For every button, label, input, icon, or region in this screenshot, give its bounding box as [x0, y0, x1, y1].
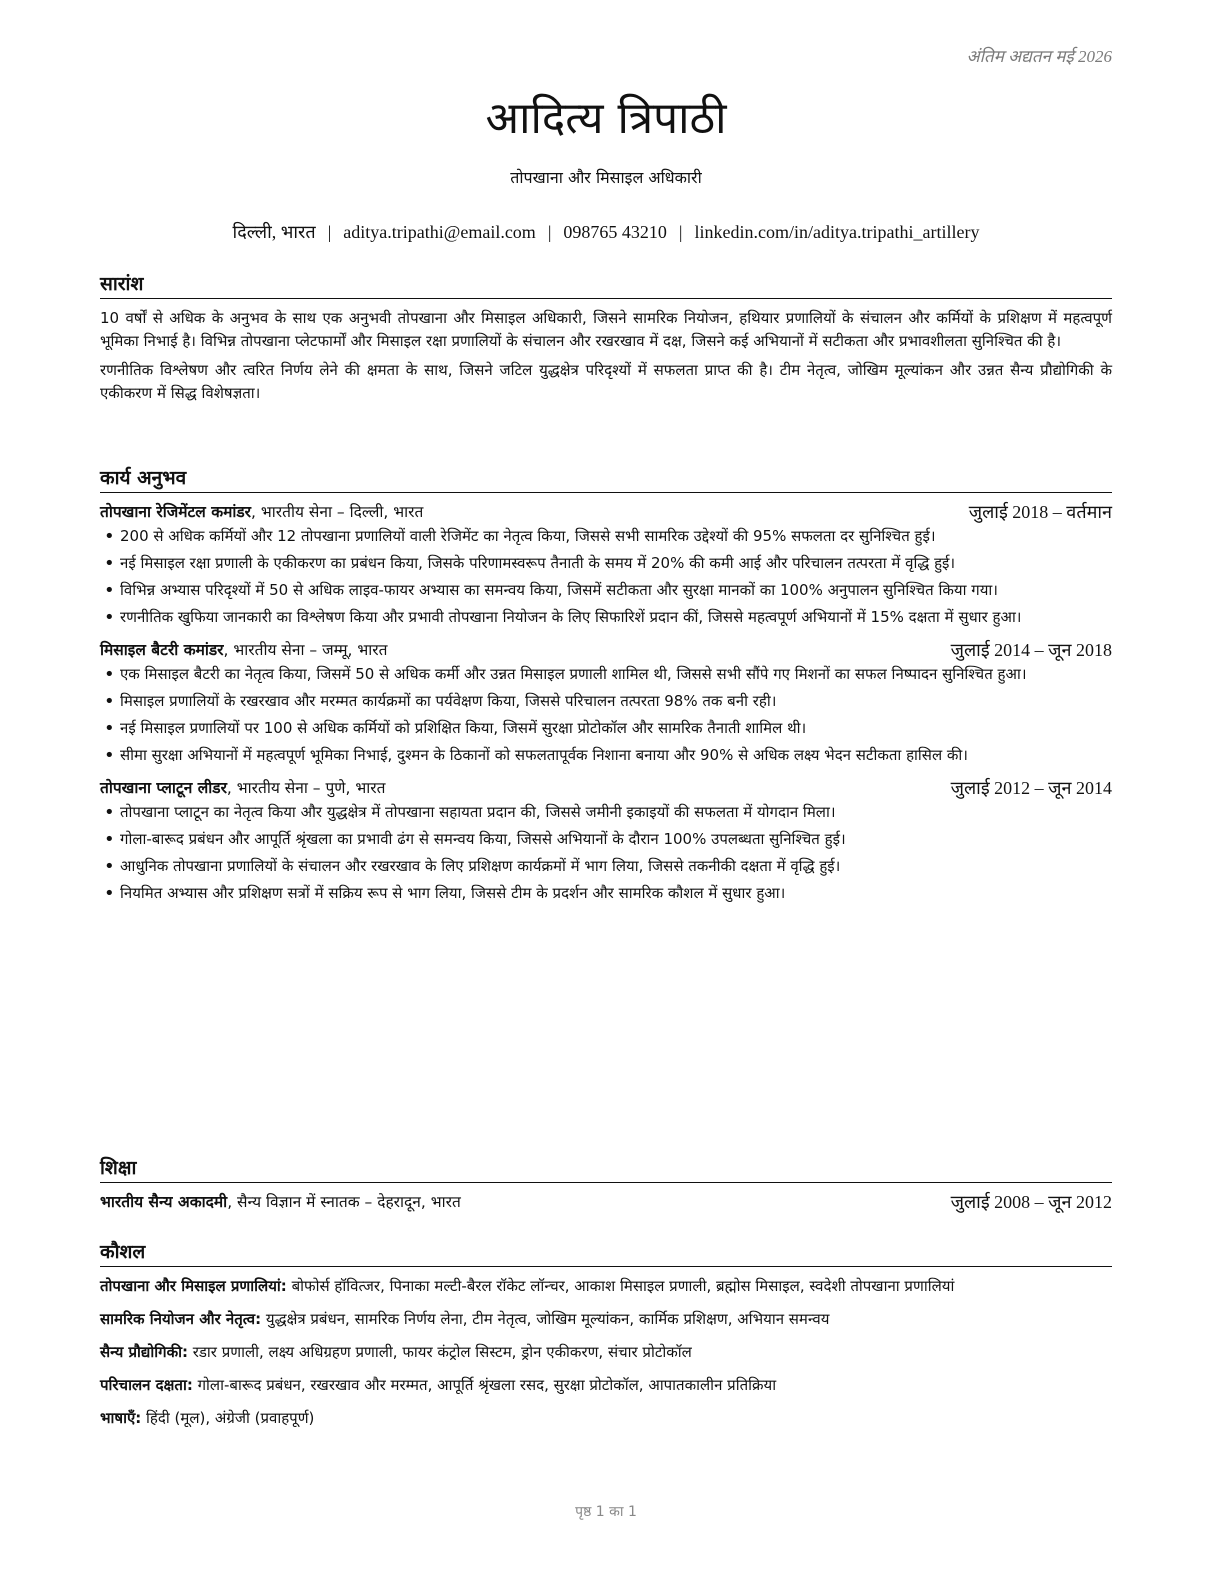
contact-location: दिल्ली, भारत	[232, 222, 316, 242]
contact-phone[interactable]: 098765 43210	[563, 222, 667, 242]
skill-row	[100, 1341, 1112, 1364]
skill-value: बोफोर्स हॉवित्जर, पिनाका मल्टी-बैरल रॉकेट लॉन्चर, आकाश मिसाइल प्रणाली, ब्रह्मोस मिसाइल, स्वदेशी तोपखाना प्रणालियां	[286, 1277, 955, 1295]
skill-value: हिंदी (मूल), अंग्रेजी (प्रवाहपूर्ण)	[141, 1409, 315, 1427]
skill-row	[100, 1407, 1112, 1430]
experience-section	[100, 464, 1112, 915]
summary-paragraph: रणनीतिक विश्लेषण और त्वरित निर्णय लेने की क्षमता के साथ, जिसने जटिल युद्धक्षेत्र परिदृश्यों में सफलता प्राप्त की है। टीम नेतृत्व, जोखिम मूल्यांकन और उन्नत सैन्य प्रौद्योगिकी के एकीकरण में सिद्ध विशेषज्ञता।	[100, 361, 1112, 402]
job-bullet: • एक मिसाइल बैटरी का नेतृत्व किया, जिसमें 50 से अधिक कर्मी और उन्नत मिसाइल प्रणाली शामिल थी, जिससे सभी सौंपे गए मिशनों का सफल निष्पादन सुनिश्चित हुआ।	[100, 663, 1112, 686]
job-bullet: • मिसाइल प्रणालियों के रखरखाव और मरम्मत कार्यक्रमों का पर्यवेक्षण किया, जिससे परिचालन तत्परता 98% तक बनी रही।	[100, 690, 1112, 713]
job-bullets	[100, 663, 1112, 767]
skill-value: युद्धक्षेत्र प्रबंधन, सामरिक निर्णय लेना, टीम नेतृत्व, जोखिम मूल्यांकन, कार्मिक प्रशिक्षण, अभियान समन्वय	[261, 1310, 830, 1328]
skill-value: रडार प्रणाली, लक्ष्य अधिग्रहण प्रणाली, फायर कंट्रोल सिस्टम, ड्रोन एकीकरण, संचार प्रोटोकॉल	[187, 1343, 692, 1361]
summary-paragraph: 10 वर्षों से अधिक के अनुभव के साथ एक अनुभवी तोपखाना और मिसाइल अधिकारी, जिसने सामरिक नियोजन, हथियार प्रणालियों के संचालन और कर्मियों के प्रशिक्षण में महत्वपूर्ण भूमिका निभाई है। विभिन्न तोपखाना प्लेटफार्मों और मिसाइल रक्षा प्रणालियों के संचालन और रखरखाव में दक्ष, जिसने कई अभियानों में सटीकता और प्रभावशीलता सुनिश्चित की है।	[100, 309, 1112, 350]
education-institution: भारतीय सैन्य अकादमी	[100, 1193, 228, 1211]
job-header	[100, 777, 1112, 799]
education-section	[100, 1154, 1112, 1215]
job-bullet: • नई मिसाइल प्रणालियों पर 100 से अधिक कर्मियों को प्रशिक्षित किया, जिसमें सुरक्षा प्रोटोकॉल और सामरिक तैनाती शामिल थी।	[100, 717, 1112, 740]
job-bullets	[100, 801, 1112, 905]
skill-value: गोला-बारूद प्रबंधन, रखरखाव और मरम्मत, आपूर्ति श्रृंखला रसद, सुरक्षा प्रोटोकॉल, आपातकालीन प्रतिक्रिया	[192, 1376, 777, 1394]
summary-heading: सारांश	[100, 270, 1112, 299]
job-bullet: • विभिन्न अभ्यास परिदृश्यों में 50 से अधिक लाइव-फायर अभ्यास का समन्वय किया, जिसमें सटीकता और सुरक्षा मानकों का 100% अनुपालन सुनिश्चित किया गया।	[100, 579, 1112, 602]
candidate-role: तोपखाना और मिसाइल अधिकारी	[510, 168, 702, 187]
job-header	[100, 501, 1112, 523]
job-org: , भारतीय सेना – दिल्ली, भारत	[251, 503, 424, 521]
candidate-name: आदित्य त्रिपाठी	[485, 93, 727, 144]
job-bullet: • रणनीतिक खुफिया जानकारी का विश्लेषण किया और प्रभावी तोपखाना नियोजन के लिए सिफारिशें प्रदान कीं, जिससे महत्वपूर्ण अभियानों में 15% दक्षता में सुधार हुआ।	[100, 606, 1112, 629]
skill-label: परिचालन दक्षता:	[100, 1376, 193, 1394]
job-header	[100, 639, 1112, 661]
resume-page	[100, 0, 1112, 1584]
job-bullet: • 200 से अधिक कर्मियों और 12 तोपखाना प्रणालियों वाली रेजिमेंट का नेतृत्व किया, जिससे सभी सामरिक उद्देश्यों की 95% सफलता दर सुनिश्चित हुई।	[100, 525, 1112, 548]
summary-section	[100, 270, 1112, 411]
job-bullet: • सीमा सुरक्षा अभियानों में महत्वपूर्ण भूमिका निभाई, दुश्मन के ठिकानों को सफलतापूर्वक निशाना बनाया और 90% से अधिक लक्ष्य भेदन सटीकता हासिल की।	[100, 744, 1112, 767]
education-heading: शिक्षा	[100, 1154, 1112, 1183]
contact-separator: |	[547, 222, 552, 242]
skill-label: भाषाएँ:	[100, 1409, 142, 1427]
skill-row	[100, 1275, 1112, 1298]
skills-heading: कौशल	[100, 1238, 1112, 1267]
skill-row	[100, 1308, 1112, 1331]
contact-separator: |	[327, 222, 332, 242]
job-bullet: • नियमित अभ्यास और प्रशिक्षण सत्रों में सक्रिय रूप से भाग लिया, जिससे टीम के प्रदर्शन और सामरिक कौशल में सुधार हुआ।	[100, 882, 1112, 905]
job-bullets	[100, 525, 1112, 629]
job-dates: जुलाई 2018 – वर्तमान	[968, 502, 1112, 522]
job-org: , भारतीय सेना – जम्मू, भारत	[223, 641, 388, 659]
job-bullet: • आधुनिक तोपखाना प्रणालियों के संचालन और रखरखाव के लिए प्रशिक्षण कार्यक्रमों में भाग लिया, जिससे तकनीकी दक्षता में वृद्धि हुई।	[100, 855, 1112, 878]
job-entry	[100, 639, 1112, 767]
skill-label: तोपखाना और मिसाइल प्रणालियां:	[100, 1277, 287, 1295]
job-bullet: • तोपखाना प्लाटून का नेतृत्व किया और युद्धक्षेत्र में तोपखाना सहायता प्रदान की, जिससे जमीनी इकाइयों की सफलता में योगदान मिला।	[100, 801, 1112, 824]
education-dates: जुलाई 2008 – जून 2012	[950, 1192, 1112, 1212]
skills-section	[100, 1238, 1112, 1440]
skill-row	[100, 1374, 1112, 1397]
job-entry	[100, 501, 1112, 629]
skill-label: सामरिक नियोजन और नेतृत्व:	[100, 1310, 262, 1328]
job-dates: जुलाई 2014 – जून 2018	[950, 640, 1112, 660]
job-bullet: • नई मिसाइल रक्षा प्रणाली के एकीकरण का प्रबंधन किया, जिसके परिणामस्वरूप तैनाती के समय में 20% की कमी आई और परिचालन तत्परता में वृद्धि हुई।	[100, 552, 1112, 575]
skill-label: सैन्य प्रौद्योगिकी:	[100, 1343, 188, 1361]
last-updated: अंतिम अद्यतन मई 2026	[966, 47, 1112, 66]
job-org: , भारतीय सेना – पुणे, भारत	[226, 779, 386, 797]
contact-linkedin[interactable]: linkedin.com/in/aditya.tripathi_artillery	[694, 222, 980, 242]
job-entry	[100, 777, 1112, 905]
job-title: तोपखाना रेजिमेंटल कमांडर	[100, 503, 252, 521]
contact-email[interactable]: aditya.tripathi@email.com	[343, 222, 536, 242]
page-number: पृष्ठ 1 का 1	[575, 1504, 637, 1520]
job-title: तोपखाना प्लाटून लीडर	[100, 779, 227, 797]
experience-heading: कार्य अनुभव	[100, 464, 1112, 493]
contact-line	[100, 220, 1112, 244]
job-dates: जुलाई 2012 – जून 2014	[950, 778, 1112, 798]
job-title: मिसाइल बैटरी कमांडर	[100, 641, 224, 659]
education-entry	[100, 1191, 1112, 1213]
contact-separator: |	[678, 222, 683, 242]
education-detail: , सैन्य विज्ञान में स्नातक – देहरादून, भारत	[227, 1193, 461, 1211]
job-bullet: • गोला-बारूद प्रबंधन और आपूर्ति श्रृंखला का प्रभावी ढंग से समन्वय किया, जिससे अभियानों के दौरान 100% उपलब्धता सुनिश्चित हुई।	[100, 828, 1112, 851]
